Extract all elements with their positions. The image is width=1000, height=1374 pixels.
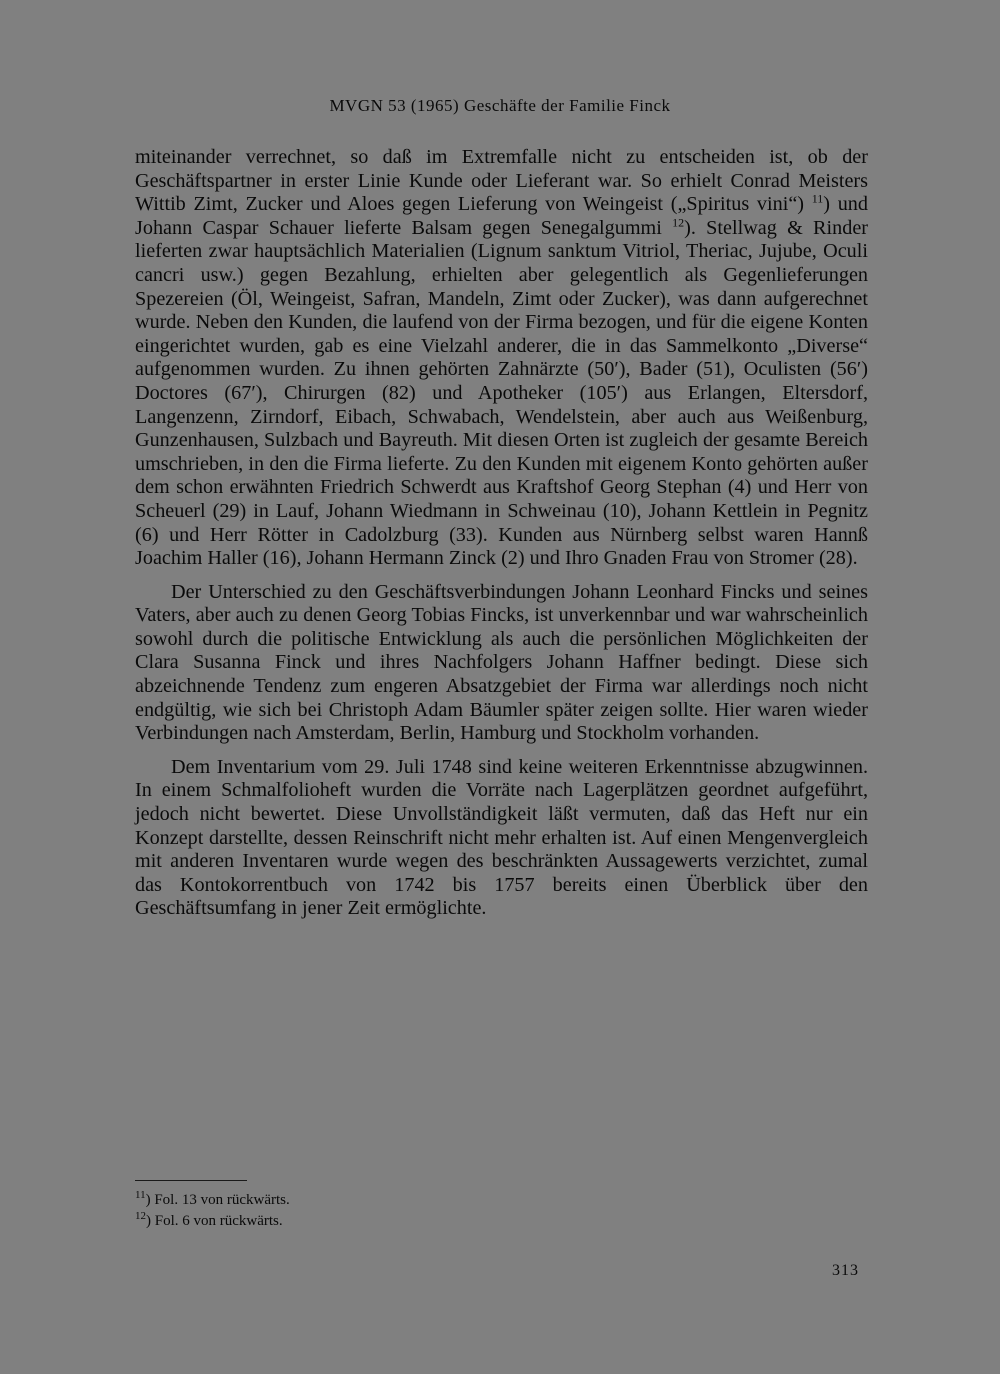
- footnote-mark: 12: [135, 1210, 146, 1222]
- paragraph-2: Der Unterschied zu den Geschäftsverbindungen Johann Leonhard Fincks und seines Vaters, aber auch zu denen Georg Tobias Fincks, ist unverkennbar und war wahrscheinlich sowohl durch die politische Entwicklung als auch die persönlichen Möglichkeiten der Clara Susanna Finck und ihres Nachfolgers Johann Haffner bedingt. Diese sich abzeichnende Tendenz zum engeren Absatzgebiet der Firma war allerdings noch nicht endgültig, wie sich bei Christoph Adam Bäumler später zeigen sollte. Hier waren wieder Verbindungen nach Amsterdam, Berlin, Hamburg und Stockholm vorhanden.: [135, 580, 868, 745]
- paragraph-1: [135, 146, 868, 571]
- footnote-ref-12[interactable]: 12: [672, 215, 685, 230]
- body-text: [135, 146, 868, 921]
- footnotes: [135, 1190, 635, 1232]
- running-head: MVGN 53 (1965) Geschäfte der Familie Finck: [329, 96, 671, 115]
- footnote-separator: [135, 1180, 247, 1181]
- page-number: 313: [832, 1262, 859, 1279]
- paragraph-1-text-a: miteinander verrechnet, so daß im Extremfalle nicht zu entscheiden ist, ob der Geschäftspartner in erster Linie Kunde oder Lieferant war. So erhielt Conrad Meisters Wittib Zimt, Zucker und Aloes gegen Lieferung von Weingeist („Spiritus vini“): [135, 146, 868, 216]
- footnote-ref-11[interactable]: 11: [811, 191, 824, 206]
- footnote-text: ) Fol. 13 von rückwärts.: [145, 1192, 290, 1208]
- footnote-12: [135, 1211, 635, 1232]
- paragraph-1-text-c: ). Stellwag & Rinder lieferten zwar hauptsächlich Materialien (Lignum sanktum Vitriol, Theriac, Jujube, Oculi cancri usw.) gegen Bezahlung, erhielten aber gelegentlich als Gegenlieferungen Spezereien (Öl, Weingeist, Safran, Mandeln, Zimt oder Zucker), was dann aufgerechnet wurde. Neben den Kunden, die laufend von der Firma bezogen, und für die eigene Konten eingerichtet wurden, gab es eine Vielzahl anderer, die in das Sammelkonto „Diverse“ aufgenommen wurden. Zu ihnen gehörten Zahnärzte (50′), Bader (51), Oculisten (56′) Doctores (67′), Chirurgen (82) und Apotheker (105′) aus Erlangen, Eltersdorf, Langenzenn, Zirndorf, Eibach, Schwabach, Wendelstein, aber auch aus Weißenburg, Gunzenhausen, Sulzbach und Bayreuth. Mit diesen Orten ist zugleich der gesamte Bereich umschrieben, in den die Firma lieferte. Zu den Kunden mit eigenem Konto gehörten außer dem schon erwähnten Friedrich Schwerdt aus Kraftshof Georg Stephan (4) und Herr von Scheuerl (29) in Lauf, Johann Wiedmann in Schweinau (10), Johann Kettlein in Pegnitz (6) und Herr Rötter in Cadolzburg (33). Kunden aus Nürnberg selbst waren Hannß Joachim Haller (16), Johann Hermann Zinck (2) und Ihro Gnaden Frau von Stromer (28).: [135, 216, 868, 570]
- paragraph-1-text-b: ) und Johann Caspar Schauer lieferte Balsam gegen Senegalgummi: [135, 193, 868, 239]
- footnote-mark: 11: [135, 1189, 146, 1201]
- footnote-text: ) Fol. 6 von rückwärts.: [146, 1213, 283, 1229]
- footnote-11: [135, 1190, 635, 1211]
- paragraph-3: Dem Inventarium vom 29. Juli 1748 sind keine weiteren Erkenntnisse abzugwinnen. In einem Schmalfolioheft wurden die Vorräte nach Lagerplätzen geordnet aufgeführt, jedoch nicht bewertet. Diese Unvollständigkeit läßt vermuten, daß das Heft nur ein Konzept darstellte, dessen Reinschrift nicht mehr erhalten ist. Auf einen Mengenvergleich mit anderen Inventaren wurde wegen des beschränkten Aussagewerts verzichtet, zumal das Kontokorrentbuch von 1742 bis 1757 bereits einen Überblick über den Geschäftsumfang in jener Zeit ermöglichte.: [135, 755, 868, 920]
